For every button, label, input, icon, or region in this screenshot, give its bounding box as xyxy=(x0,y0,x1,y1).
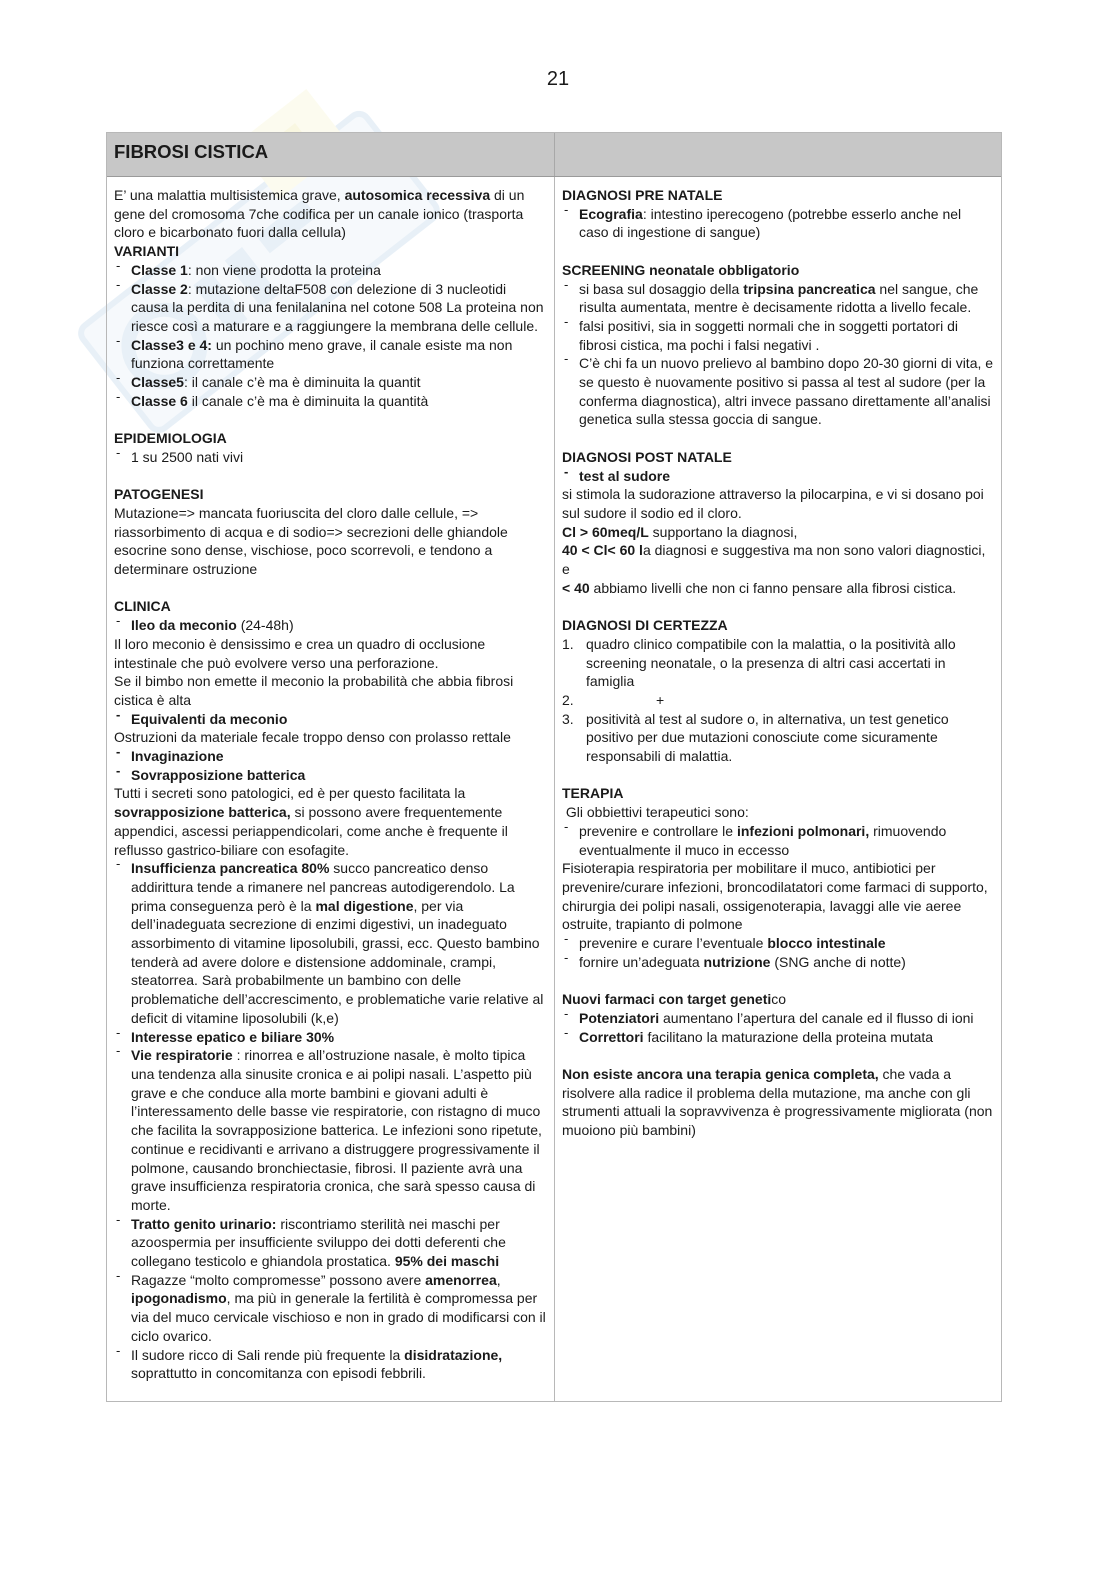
certezza-item: 3. positività al test al sudore o, in alternativa, un test genetico positivo per due mutazioni conosciute come sicuramente responsabili di malattia. xyxy=(562,710,949,765)
sovrapposizione-description: Tutti i secreti sono patologici, ed è per questo facilitata la sovrapposizione batterica, si possono avere frequentemente appendici, ascessi periappendicolari, come anche è frequente il reflusso gastrico-biliare con esofagite. xyxy=(114,785,508,858)
ecografia-item: ‐ Ecografia: intestino iperecogeno (potrebbe esserlo anche nel caso di ingestione di sangue) xyxy=(562,205,994,242)
sovrapposizione-item: ‐ Sovrapposizione batterica xyxy=(114,766,547,785)
terapia-description: Fisioterapia respiratoria per mobilitare il muco, antibiotici per prevenire/curare infezioni, broncodilatatori come farmaci di supporto, chirurgia dei polipi nasali, ossigenoterapia, lavaggi alle vie aeree ostruite, trapianto di polmone xyxy=(562,860,988,933)
cloro-threshold-mid: 40 < Cl< 60 la diagnosi e suggestiva ma non sono valori diagnostici, e xyxy=(562,542,986,578)
table-title: FIBROSI CISTICA xyxy=(107,133,555,176)
list-item: ‐ Classe5: il canale c’è ma è diminuita la quantit xyxy=(114,373,547,392)
list-item: ‐ Il sudore ricco di Sali rende più frequente la disidratazione, soprattutto in concomitanza con episodi febbrili. xyxy=(114,1346,547,1383)
test-sudore-item: ‐ test al sudore xyxy=(562,467,994,486)
table-header-empty-cell xyxy=(555,133,1001,176)
left-column xyxy=(107,177,555,1401)
table-body-row xyxy=(107,177,1001,1401)
list-item: ‐ Tratto genito urinario: riscontriamo sterilità nei maschi per azoospermia per insufficiente sviluppo dei dotti deferenti che collegano testicolo e ghiandola prostatica. 95% dei maschi xyxy=(114,1215,547,1271)
certezza-item: 2. + xyxy=(562,691,665,708)
clinica-list xyxy=(114,859,547,1383)
ileo-description-2: Se il bimbo non emette il meconio la probabilità che abbia fibrosi cistica è alta xyxy=(114,673,514,708)
screening-heading: SCREENING neonatale obbligatorio xyxy=(562,261,800,278)
list-item: ‐ Classe 1: non viene prodotta la proteina xyxy=(114,261,547,280)
patogenesi-paragraph: Mutazione=> mancata fuoriuscita del cloro dalle cellule, => riassorbimento di acqua e di sodio=> secrezioni delle ghiandole esocrine sono dense, vischiose, poco scorrevoli, e tendono a determinare ostruzione xyxy=(114,504,508,578)
screening-list xyxy=(562,280,994,430)
terapia-item: ‐ prevenire e controllare le infezioni polmonari, rimuovendo eventualmente il muco in eccesso xyxy=(562,822,994,859)
intro-paragraph: E’ una malattia multisistemica grave, autosomica recessiva di un gene del cromosoma 7che codifica per un canale ionico (trasporta cloro e bicarbonato fuori dalla cellula) xyxy=(114,187,525,241)
list-item: ‐ Interesse epatico e biliare 30% xyxy=(114,1028,547,1047)
nuovi-farmaci-heading: Nuovi farmaci con target genetico xyxy=(562,991,787,1008)
list-item: ‐ C’è chi fa un nuovo prelievo al bambino dopo 20-30 giorni di vita, e se questo è nuovamente positivo si passa al test al sudore (per la conferma diagnostica), altri invece passano direttamente all’analisi genetica sulla stessa goccia di sangue. xyxy=(562,354,994,429)
epidemiologia-heading: EPIDEMIOLOGIA xyxy=(114,430,227,447)
invaginazione-item: ‐ Invaginazione xyxy=(114,747,547,766)
list-item: ‐ Correttori facilitano la maturazione della proteina mutata xyxy=(562,1028,994,1047)
certezza-list xyxy=(562,635,994,766)
varianti-list xyxy=(114,261,547,411)
ileo-item: ‐ Ileo da meconio (24-48h) xyxy=(114,616,547,635)
diagnosi-certezza-heading: DIAGNOSI DI CERTEZZA xyxy=(562,617,728,634)
list-item: ‐ Classe 2: mutazione deltaF508 con delezione di 3 nucleotidi causa la perdita di una fenilalanina nel cotone 508 La proteina non riesce così a maturare e a raggiungere la membrana delle cellule. xyxy=(114,280,547,336)
list-item: ‐ Insufficienza pancreatica 80% succo pancreatico denso addirittura tende a rimanere nel pancreas autodigerendolo. La prima conseguenza però è la mal digestione, per via dell’inadeguata secrezione di enzimi digestivi, un inadeguato assorbimento di vitamine liposolubili, grassi, ecc. Questo bambino tenderà ad avere dolore e distensione addominale, crampi, steatorrea. Sarà probabilmente un bambino con delle problematiche dell’accrescimento, e problematiche varie relative al deficit di vitamine liposolubili (k,e) xyxy=(114,859,547,1027)
right-column xyxy=(555,177,1001,1401)
list-item: ‐ Potenziatori aumentano l’apertura del canale ed il flusso di ioni xyxy=(562,1009,994,1028)
epidemiologia-item: ‐ 1 su 2500 nati vivi xyxy=(114,448,547,467)
list-item: ‐ falsi positivi, sia in soggetti normali che in soggetti portatori di fibrosi cistica, ma pochi i falsi negativi . xyxy=(562,317,994,354)
page-number: 21 xyxy=(546,68,570,90)
equivalenti-item: ‐ Equivalenti da meconio xyxy=(114,710,547,729)
table-header-row xyxy=(107,133,1001,177)
clinica-heading: CLINICA xyxy=(114,598,171,615)
terapia-heading: TERAPIA xyxy=(562,785,624,802)
equivalenti-description: Ostruzioni da materiale fecale troppo denso con prolasso rettale xyxy=(114,729,511,746)
diagnosi-pre-natale-heading: DIAGNOSI PRE NATALE xyxy=(562,187,723,203)
conclusion-paragraph: Non esiste ancora una terapia genica completa, che vada a risolvere alla radice il problema della mutazione, ma anche con gli strumenti attuali la sopravvivenza è progressivamente migliorata (non muoiono più bambini) xyxy=(562,1065,993,1139)
varianti-heading: VARIANTI xyxy=(114,243,180,260)
list-item: ‐ si basa sul dosaggio della tripsina pancreatica nel sangue, che risulta aumentata, mentre è decisamente ridotta a livello fecale. xyxy=(562,280,994,317)
list-item: ‐ prevenire e curare l’eventuale blocco intestinale xyxy=(562,934,994,953)
cloro-threshold-low: < 40 abbiamo livelli che non ci fanno pensare alla fibrosi cistica. xyxy=(562,579,957,596)
list-item: ‐ Classe 6 il canale c’è ma è diminuita la quantità xyxy=(114,392,547,411)
test-sudore-description: si stimola la sudorazione attraverso la pilocarpina, e vi si dosano poi sul sudore il sodio ed il cloro. xyxy=(562,486,984,521)
content-table xyxy=(106,132,1002,1402)
patogenesi-heading: PATOGENESI xyxy=(114,486,204,503)
cloro-threshold-high: Cl > 60meq/L supportano la diagnosi, xyxy=(562,523,798,540)
list-item: ‐ fornire un’adeguata nutrizione (SNG anche di notte) xyxy=(562,953,994,972)
terapia-list xyxy=(562,934,994,971)
certezza-item: 1. quadro clinico compatibile con la malattia, o la positività allo screening neonatale, o la presenza di altri casi accertati in famiglia xyxy=(562,635,956,690)
diagnosi-post-natale-heading: DIAGNOSI POST NATALE xyxy=(562,448,732,465)
list-item: ‐ Ragazze “molto compromesse” possono avere amenorrea, ipogonadismo, ma più in generale la fertilità è compromessa per via del muco cervicale vischioso e non in grado di modificarsi con il ciclo ovarico. xyxy=(114,1271,547,1346)
terapia-intro: Gli obbiettivi terapeutici sono: xyxy=(562,804,749,821)
list-item: ‐ Classe3 e 4: un pochino meno grave, il canale esiste ma non funziona correttamente xyxy=(114,336,547,373)
ileo-description: Il loro meconio è densissimo e crea un quadro di occlusione intestinale che può evolvere verso una perforazione. xyxy=(114,635,486,671)
farmaci-list xyxy=(562,1009,994,1046)
list-item: ‐ Vie respiratorie : rinorrea e all’ostruzione nasale, è molto tipica una tendenza alla sinusite cronica e ai polipi nasali. L’aspetto più grave e che conduce alla morte bambini e giovani adulti è l’interessamento delle basse vie respiratorie, con ristagno di muco che facilita la sovrapposizione batterica. Le infezioni sono ripetute, continue e recidivanti e arrivano a distruggere progressivamente il polmone, causando bronchiectasie, fibrosi. Il paziente avrà una grave insufficienza respiratoria cronica, che sarà spesso causa di morte. xyxy=(114,1046,547,1214)
